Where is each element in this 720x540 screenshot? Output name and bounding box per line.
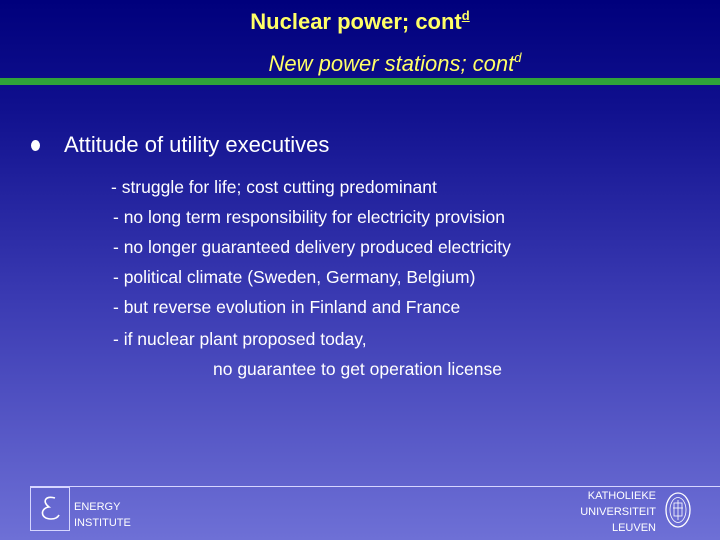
kuleuven-seal-icon	[663, 488, 693, 532]
list-item: - political climate (Sweden, Germany, Belgium)	[113, 267, 476, 287]
list-item: - if nuclear plant proposed today,	[113, 329, 367, 349]
header-rule	[0, 78, 720, 85]
energy-institute-logo-icon	[30, 487, 70, 531]
energy-institute-label	[74, 499, 131, 531]
slide-subtitle-text: New power stations; cont	[268, 51, 515, 76]
energy-institute-line-1: ENERGY	[74, 501, 121, 513]
university-line-2: UNIVERSITEIT	[580, 506, 656, 518]
list-item: - but reverse evolution in Finland and France	[113, 297, 461, 317]
slide-title-text: Nuclear power; cont	[250, 9, 462, 34]
list-item: - no longer guaranteed delivery produced electricity	[113, 237, 511, 257]
slide-subtitle-superscript: d	[514, 50, 522, 65]
bullet-heading: Attitude of utility executives	[64, 132, 330, 157]
university-line-1: KATHOLIEKE	[587, 490, 656, 502]
slide-subtitle	[0, 44, 720, 78]
list-item-continuation: no guarantee to get operation license	[213, 359, 502, 379]
footer-rule	[30, 486, 720, 487]
university-line-3: LEUVEN	[611, 522, 656, 534]
slide-title-superscript: d	[461, 8, 470, 23]
list-item: - struggle for life; cost cutting predominant	[111, 177, 437, 197]
university-label	[540, 488, 656, 536]
list-item: - no long term responsibility for electricity provision	[113, 207, 505, 227]
bullet-dot-icon	[31, 140, 40, 151]
slide-title	[0, 2, 720, 36]
energy-institute-line-2: INSTITUTE	[74, 517, 131, 529]
